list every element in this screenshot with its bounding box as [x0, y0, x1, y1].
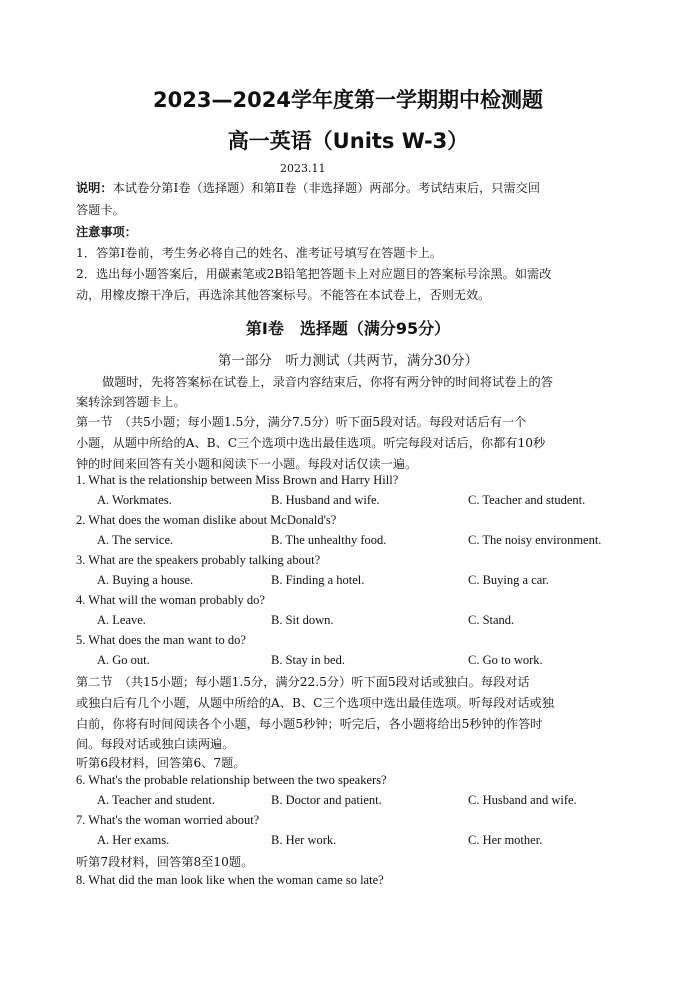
instructions-line-1 — [76, 178, 540, 198]
question-5-option-b: B. Stay in bed. — [271, 653, 345, 667]
question-4-option-c: C. Stand. — [468, 613, 515, 627]
section1-line-2: 小题，从题中所给的A、B、C三个选项中选出最佳选项。听完每段对话后，你都有10秒 — [76, 436, 546, 450]
instructions-line-2: 答题卡。 — [76, 203, 125, 217]
exam-subtitle: 高一英语（Units W-3） — [227, 129, 469, 153]
material-7-note: 听第7段材料，回答第8至10题。 — [76, 855, 254, 869]
section1-line-3: 钟的时间来回答有关小题和阅读下一小题。每段对话仅读一遍。 — [76, 457, 418, 471]
question-3-option-c: C. Buying a car. — [468, 573, 549, 587]
question-6: 6. What's the probable relationship between the two speakers? — [76, 773, 387, 787]
question-4-option-b: B. Sit down. — [271, 613, 334, 627]
question-6-option-c: C. Husband and wife. — [468, 793, 577, 807]
volume-heading: 第Ⅰ卷 选择题（满分95分） — [245, 319, 451, 338]
section2-line-1: 第二节 （共15小题；每小题1.5分，满分22.5分）听下面5段对话或独白。每段对话 — [76, 675, 530, 689]
section2-line-2: 或独白后有几个小题，从题中所给的A、B、C三个选项中选出最佳选项。听每段对话或独 — [76, 696, 555, 710]
note-item-1: 1．答第Ⅰ卷前，考生务必将自己的姓名、准考证号填写在答题卡上。 — [76, 246, 443, 260]
question-1-option-a: A. Workmates. — [97, 493, 172, 507]
question-7-option-b: B. Her work. — [271, 833, 337, 847]
note-item-2-line-1: 2．选出每小题答案后，用碳素笔或2B铅笔把答题卡上对应题目的答案标号涂黑。如需改 — [76, 267, 552, 281]
question-5-option-a: A. Go out. — [97, 653, 150, 667]
question-3: 3. What are the speakers probably talking about? — [76, 553, 321, 567]
question-2: 2. What does the woman dislike about McDonald's? — [76, 513, 337, 527]
material-6-note: 听第6段材料，回答第6、7题。 — [76, 756, 246, 770]
section2-line-3: 白前，你将有时间阅读各个小题，每小题5秒钟；听完后，各小题将给出5秒钟的作答时 — [76, 717, 543, 731]
intro-line-2: 案转涂到答题卡上。 — [76, 395, 186, 409]
question-7-option-c: C. Her mother. — [468, 833, 543, 847]
question-8: 8. What did the man look like when the woman came so late? — [76, 873, 384, 887]
notes-label: 注意事项： — [76, 225, 137, 239]
question-3-option-a: A. Buying a house. — [97, 573, 194, 587]
question-1-option-c: C. Teacher and student. — [468, 493, 586, 507]
question-4: 4. What will the woman probably do? — [76, 593, 265, 607]
question-5: 5. What does the man want to do? — [76, 633, 246, 647]
question-6-option-b: B. Doctor and patient. — [271, 793, 382, 807]
question-2-option-a: A. The service. — [97, 533, 174, 547]
question-7: 7. What's the woman worried about? — [76, 813, 260, 827]
exam-date: 2023.11 — [280, 162, 326, 175]
question-3-option-b: B. Finding a hotel. — [271, 573, 365, 587]
question-7-option-a: A. Her exams. — [97, 833, 170, 847]
section2-line-4: 间。每段对话或独白读两遍。 — [76, 737, 235, 751]
note-item-2-line-2: 动，用橡皮擦干净后，再选涂其他答案标号。不能答在本试卷上，否则无效。 — [76, 288, 491, 302]
question-5-option-c: C. Go to work. — [468, 653, 543, 667]
section1-line-1: 第一节 （共5小题；每小题1.5分，满分7.5分）听下面5段对话。每段对话后有一个 — [76, 415, 527, 429]
question-1: 1. What is the relationship between Miss Brown and Harry Hill? — [76, 473, 399, 487]
instructions-label: 说明： — [76, 181, 113, 195]
question-6-option-a: A. Teacher and student. — [97, 793, 215, 807]
intro-line-1: 做题时，先将答案标在试卷上，录音内容结束后，你将有两分钟的时间将试卷上的答 — [102, 375, 553, 389]
question-2-option-c: C. The noisy environment. — [468, 533, 602, 547]
question-1-option-b: B. Husband and wife. — [271, 493, 380, 507]
instructions-text: 本试卷分第Ⅰ卷（选择题）和第Ⅱ卷（非选择题）两部分。考试结束后，只需交回 — [112, 181, 541, 195]
exam-title: 2023—2024学年度第一学期期中检测题 — [153, 88, 543, 112]
question-2-option-b: B. The unhealthy food. — [271, 533, 387, 547]
question-4-option-a: A. Leave. — [97, 613, 146, 627]
part-heading: 第一部分 听力测试（共两节，满分30分） — [217, 353, 479, 369]
